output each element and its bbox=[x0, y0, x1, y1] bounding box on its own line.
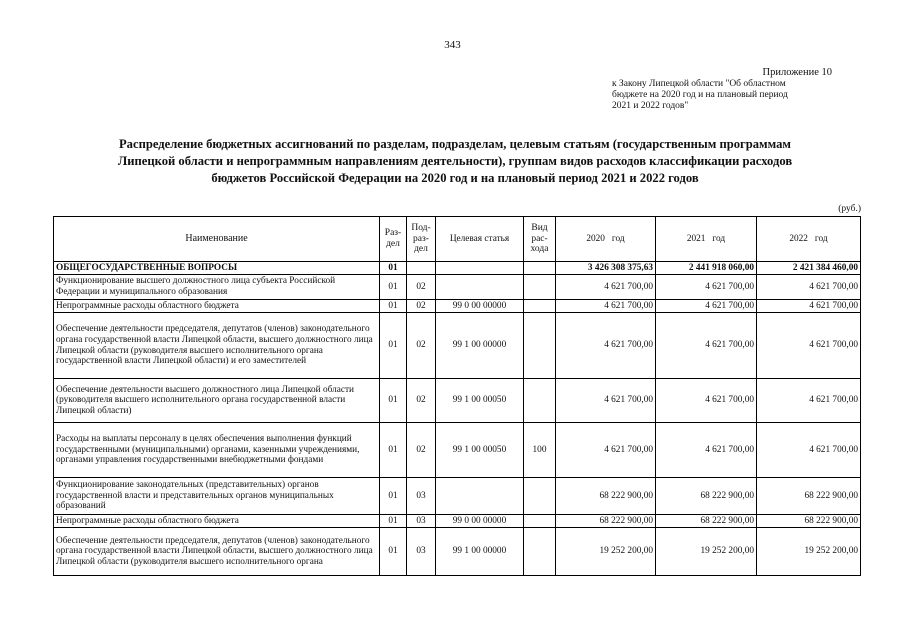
cell-section: 01 bbox=[380, 379, 407, 423]
title-line: Распределение бюджетных ассигнований по разделам, подразделам, целевым статьям (государственным программам bbox=[118, 137, 791, 151]
cell-2021: 4 621 700,00 bbox=[656, 300, 757, 313]
cell-2020: 4 621 700,00 bbox=[556, 423, 656, 478]
header-subsection bbox=[407, 217, 436, 262]
cell-2020: 68 222 900,00 bbox=[556, 478, 656, 515]
table-row bbox=[54, 313, 861, 379]
cell-section: 01 bbox=[380, 300, 407, 313]
cell-2021: 68 222 900,00 bbox=[656, 478, 757, 515]
header-2021: 2021 год bbox=[656, 217, 757, 262]
cell-section: 01 bbox=[380, 515, 407, 528]
cell-2020: 3 426 308 375,63 bbox=[556, 262, 656, 275]
cell-name: ОБЩЕГОСУДАРСТВЕННЫЕ ВОПРОСЫ bbox=[54, 262, 380, 275]
cell-2022: 4 621 700,00 bbox=[757, 379, 861, 423]
title-line: Липецкой области и непрограммным направлениям деятельности), группам видов расходов классификации расходов bbox=[117, 154, 793, 168]
cell-2020: 4 621 700,00 bbox=[556, 275, 656, 300]
cell-2021: 4 621 700,00 bbox=[656, 275, 757, 300]
cell-target: 99 1 00 00050 bbox=[436, 423, 524, 478]
header-section bbox=[380, 217, 407, 262]
cell-2022: 19 252 200,00 bbox=[757, 528, 861, 576]
cell-subsection: 03 bbox=[407, 528, 436, 576]
cell-subsection bbox=[407, 262, 436, 275]
header-name: Наименование bbox=[54, 217, 380, 262]
annex-line: бюджете на 2020 год и на плановый период bbox=[612, 90, 788, 100]
cell-kind bbox=[524, 300, 556, 313]
cell-section: 01 bbox=[380, 262, 407, 275]
table-row bbox=[54, 275, 861, 300]
header-target: Целевая статья bbox=[436, 217, 524, 262]
cell-2021: 19 252 200,00 bbox=[656, 528, 757, 576]
cell-2020: 4 621 700,00 bbox=[556, 379, 656, 423]
cell-kind bbox=[524, 275, 556, 300]
cell-target bbox=[436, 478, 524, 515]
cell-name: Обеспечение деятельности высшего должностного лица Липецкой области (руководителя высшего исполнительного органа государственной власти Липецкой области) bbox=[54, 379, 380, 423]
cell-2020: 4 621 700,00 bbox=[556, 300, 656, 313]
cell-2021: 68 222 900,00 bbox=[656, 515, 757, 528]
cell-subsection: 03 bbox=[407, 515, 436, 528]
annex-title: Приложение 10 bbox=[762, 67, 832, 78]
table-row bbox=[54, 515, 861, 528]
cell-target: 99 1 00 00050 bbox=[436, 379, 524, 423]
header-subsection-text: Под- раз- дел bbox=[411, 223, 431, 255]
cell-2020: 68 222 900,00 bbox=[556, 515, 656, 528]
cell-section: 01 bbox=[380, 275, 407, 300]
page-number: 343 bbox=[444, 39, 461, 51]
cell-2020: 4 621 700,00 bbox=[556, 313, 656, 379]
cell-target: 99 1 00 00000 bbox=[436, 313, 524, 379]
cell-kind bbox=[524, 262, 556, 275]
table-header-row bbox=[54, 217, 861, 262]
document-title bbox=[40, 136, 870, 187]
cell-section: 01 bbox=[380, 478, 407, 515]
header-section-text: Раз- дел bbox=[384, 228, 402, 249]
cell-2022: 68 222 900,00 bbox=[757, 478, 861, 515]
annex-line: 2021 и 2022 годов" bbox=[612, 101, 689, 111]
cell-2022: 4 621 700,00 bbox=[757, 313, 861, 379]
cell-name: Расходы на выплаты персоналу в целях обеспечения выполнения функций государственными (муниципальными) органами, казенными учреждениями, органами управления государственными внебюджетными фондами bbox=[54, 423, 380, 478]
table-row bbox=[54, 478, 861, 515]
cell-subsection: 02 bbox=[407, 313, 436, 379]
cell-target: 99 0 00 00000 bbox=[436, 515, 524, 528]
cell-kind bbox=[524, 515, 556, 528]
cell-target: 99 1 00 00000 bbox=[436, 528, 524, 576]
currency-unit: (руб.) bbox=[838, 204, 861, 214]
cell-name: Функционирование законодательных (представительных) органов государственной власти и представительных органов муниципальных образований bbox=[54, 478, 380, 515]
table-row bbox=[54, 300, 861, 313]
header-kind-text: Вид рас- хода bbox=[530, 223, 549, 255]
cell-subsection: 02 bbox=[407, 423, 436, 478]
cell-name: Непрограммные расходы областного бюджета bbox=[54, 300, 380, 313]
header-2020: 2020 год bbox=[556, 217, 656, 262]
cell-name: Функционирование высшего должностного лица субъекта Российской Федерации и муниципального образования bbox=[54, 275, 380, 300]
cell-subsection: 02 bbox=[407, 275, 436, 300]
cell-2021: 2 441 918 060,00 bbox=[656, 262, 757, 275]
cell-2022: 68 222 900,00 bbox=[757, 515, 861, 528]
cell-kind bbox=[524, 478, 556, 515]
cell-2021: 4 621 700,00 bbox=[656, 423, 757, 478]
title-line: бюджетов Российской Федерации на 2020 год и на плановый период 2021 и 2022 годов bbox=[211, 171, 699, 185]
cell-target: 99 0 00 00000 bbox=[436, 300, 524, 313]
cell-kind bbox=[524, 379, 556, 423]
cell-subsection: 02 bbox=[407, 300, 436, 313]
cell-name: Обеспечение деятельности председателя, депутатов (членов) законодательного органа государственной власти Липецкой области, высшего должностного лица Липецкой области (руководителя высшего исполнительного органа государственной власти Липецкой области) и его заместителей bbox=[54, 313, 380, 379]
cell-2021: 4 621 700,00 bbox=[656, 313, 757, 379]
table-row bbox=[54, 423, 861, 478]
cell-2020: 19 252 200,00 bbox=[556, 528, 656, 576]
cell-target bbox=[436, 262, 524, 275]
cell-kind: 100 bbox=[524, 423, 556, 478]
cell-subsection: 03 bbox=[407, 478, 436, 515]
table-row bbox=[54, 528, 861, 576]
cell-section: 01 bbox=[380, 528, 407, 576]
cell-subsection: 02 bbox=[407, 379, 436, 423]
cell-2022: 2 421 384 460,00 bbox=[757, 262, 861, 275]
cell-kind bbox=[524, 528, 556, 576]
table-row bbox=[54, 379, 861, 423]
table-row bbox=[54, 262, 861, 275]
annex-line: к Закону Липецкой области "Об областном bbox=[612, 79, 786, 89]
header-2022: 2022 год bbox=[757, 217, 861, 262]
budget-table bbox=[53, 216, 861, 576]
header-kind bbox=[524, 217, 556, 262]
cell-2022: 4 621 700,00 bbox=[757, 423, 861, 478]
cell-2022: 4 621 700,00 bbox=[757, 275, 861, 300]
cell-2021: 4 621 700,00 bbox=[656, 379, 757, 423]
cell-target bbox=[436, 275, 524, 300]
cell-2022: 4 621 700,00 bbox=[757, 300, 861, 313]
cell-kind bbox=[524, 313, 556, 379]
cell-name: Обеспечение деятельности председателя, депутатов (членов) законодательного органа государственной власти Липецкой области, высшего должностного лица Липецкой области (руководителя высшего исполнительного органа bbox=[54, 528, 380, 576]
cell-name: Непрограммные расходы областного бюджета bbox=[54, 515, 380, 528]
annex-note bbox=[612, 67, 842, 112]
cell-section: 01 bbox=[380, 313, 407, 379]
cell-section: 01 bbox=[380, 423, 407, 478]
